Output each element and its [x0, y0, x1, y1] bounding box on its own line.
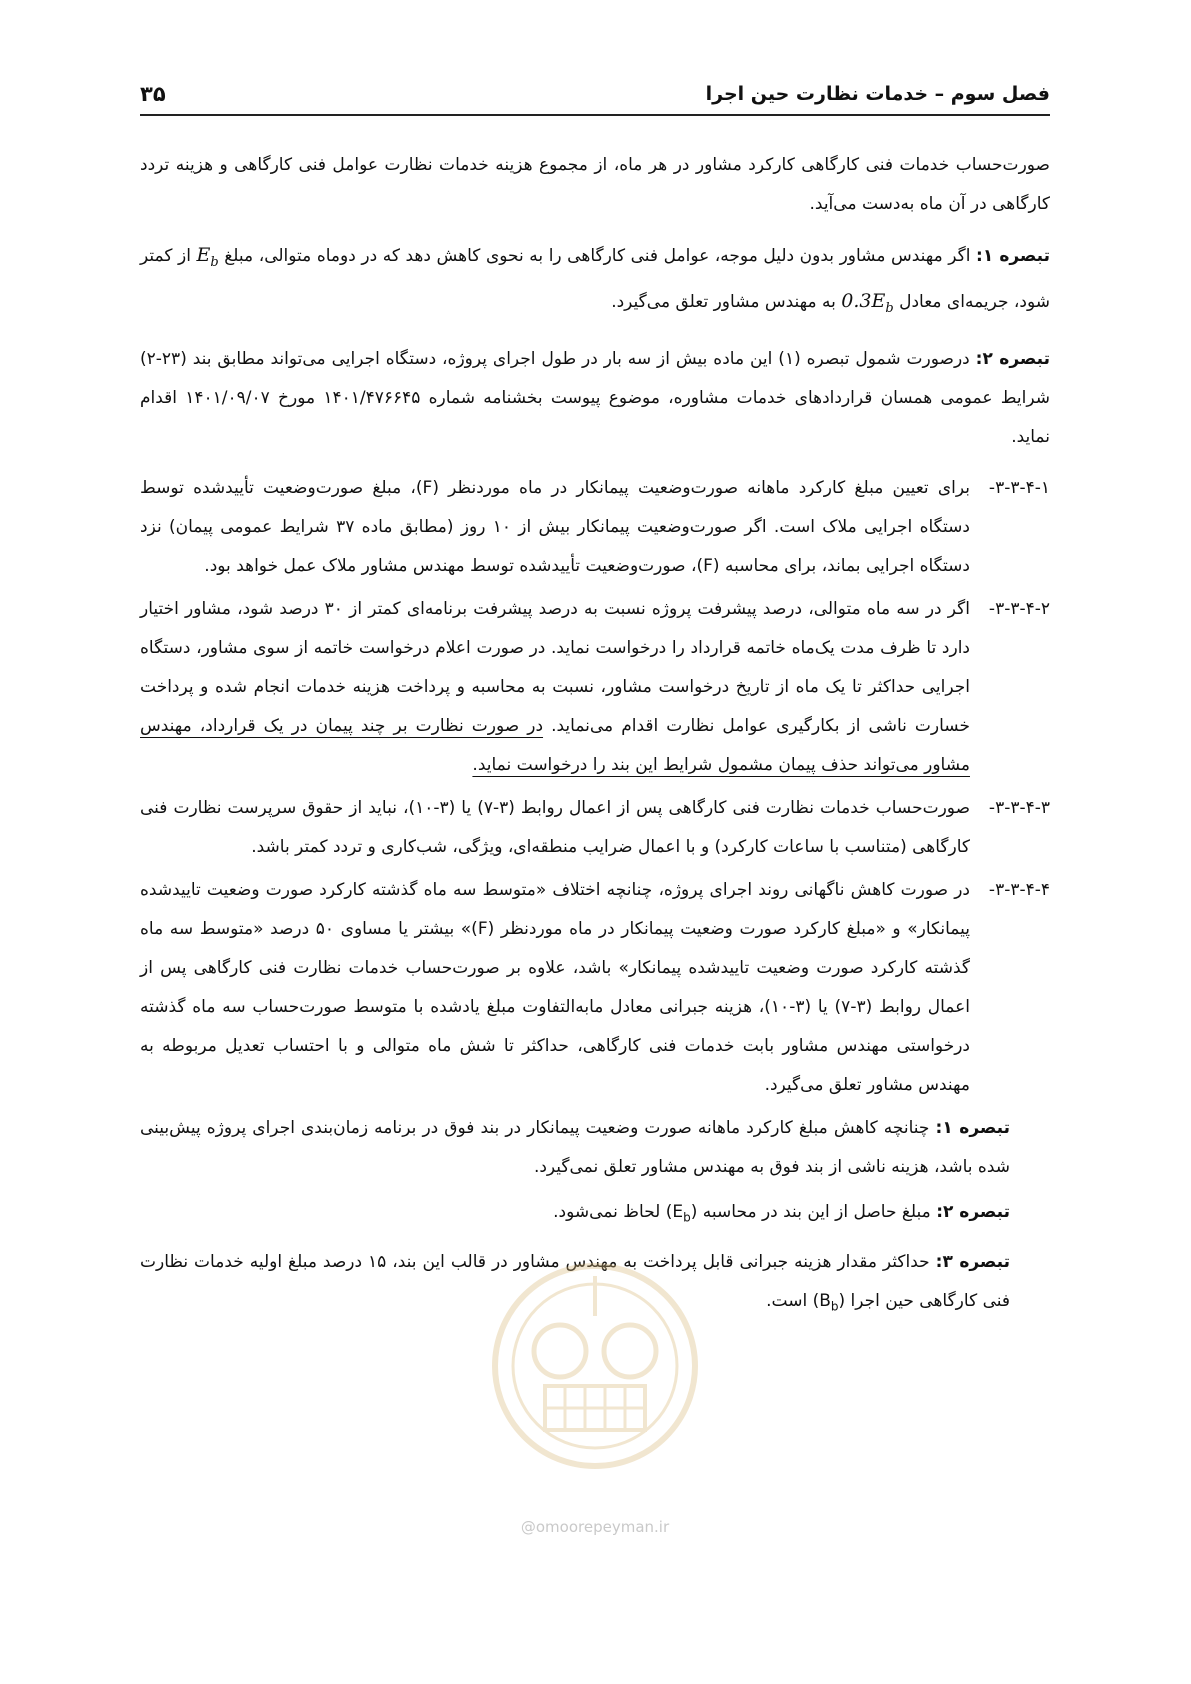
note-label: تبصره ۱:: [976, 246, 1051, 266]
clause-item: [140, 469, 1050, 586]
note-2-paragraph: [140, 340, 1050, 457]
watermark-logo: [485, 1256, 705, 1496]
note-text: حداکثر مقدار هزینه جبرانی قابل پرداخت به مهندس مشاور در قالب این بند، ۱۵ درصد مبلغ اولیه خدمات نظارت فنی کارگاهی حین اجرا (B: [140, 1251, 1010, 1311]
clause-number: ۳-۳-۴-۲-: [988, 598, 1050, 619]
subscript: b: [830, 1299, 839, 1314]
clause-text: در صورت کاهش ناگهانی روند اجرای پروژه، چنانچه اختلاف «متوسط سه ماه گذشته کارکرد صورت وضعیت تاییدشده پیمانکار» و «مبلغ کارکرد صورت وضعیت پیمانکار در ماه موردنظر (F)» بیشتر یا مساوی ۵۰ درصد «متوسط سه ماه گذشته کارکرد صورت وضعیت تاییدشده پیمانکار» باشد، علاوه بر صورت‌حساب خدمات نظارت فنی کارگاهی پس از اعمال روابط (۳-۷) یا (۳-۱۰)، هزینه جبرانی معادل مابه‌التفاوت مبلغ یادشده با متوسط صورت‌حساب سه ماه گذشته درخواستی مهندس مشاور بابت خدمات فنی کارگاهی، حداکثر تا شش ماه متوالی و با احتساب تعدیل مربوطه به مهندس مشاور تعلق می‌گیرد.: [140, 879, 970, 1095]
clause-item: [140, 871, 1050, 1105]
clause-number: ۳-۳-۴-۴-: [988, 879, 1050, 900]
clause-item: [140, 590, 1050, 785]
clause-text: برای تعیین مبلغ کارکرد ماهانه صورت‌وضعیت پیمانکار در ماه موردنظر (F)، مبلغ صورت‌وضعیت تأییدشده توسط دستگاه اجرایی ملاک است. اگر صورت‌وضعیت پیمانکار بیش از ۱۰ روز (مطابق ماده ۳۷ شرایط عمومی پیمان) نزد دستگاه اجرایی بماند، برای محاسبه (F)، صورت‌وضعیت تأییدشده توسط مهندس مشاور ملاک عمل خواهد بود.: [140, 477, 970, 576]
clause-number: ۳-۳-۴-۳-: [988, 797, 1050, 818]
note-label: تبصره ۲:: [936, 1201, 1010, 1222]
chapter-title: فصل سوم – خدمات نظارت حین اجرا: [705, 83, 1050, 105]
note-text: از کمتر شود، جریمه‌ای معادل: [140, 246, 1050, 312]
page-header: [140, 74, 1050, 116]
sub-note-2: [140, 1193, 1010, 1237]
note-text: اگر مهندس مشاور بدون دلیل موجه، عوامل فنی کارگاهی را به نحوی کاهش دهد که در دوماه متوالی، مبلغ: [218, 246, 977, 266]
note-text: ) لحاظ نمی‌شود.: [553, 1201, 673, 1222]
note-label: تبصره ۲:: [975, 348, 1050, 369]
clause-item: [140, 789, 1050, 867]
underlined-sentence: در صورت نظارت بر چند پیمان در یک قرارداد، مهندس مشاور می‌تواند حذف پیمان مشمول شرایط این بند را درخواست نماید.: [140, 715, 970, 775]
clause-text: اگر در سه ماه متوالی، درصد پیشرفت پروژه نسبت به درصد پیشرفت برنامه‌ای کمتر از ۳۰ درصد شود، مشاور اختیار دارد تا ظرف مدت یک‌ماه خاتمه قرارداد را درخواست نماید. در صورت اعلام درخواست خاتمه از سوی مشاور، دستگاه اجرایی حداکثر تا یک ماه از تاریخ درخواست مشاور، نسبت به محاسبه و پرداخت هزینه خدمات انجام شده و پرداخت خسارت ناشی از بکارگیری عوامل نظارت اقدام می‌نماید. در صورت نظارت بر چند پیمان در یک قرارداد، مهندس مشاور می‌تواند حذف پیمان مشمول شرایط این بند را درخواست نماید.: [140, 598, 970, 775]
note-label: تبصره ۱:: [935, 1117, 1010, 1138]
note-text: به مهندس مشاور تعلق می‌گیرد.: [611, 291, 842, 312]
intro-paragraph: صورت‌حساب خدمات فنی کارگاهی کارکرد مشاور در هر ماه، از مجموع هزینه خدمات نظارت عوامل فنی کارگاهی و هزینه تردد کارگاهی در آن ماه به‌دست می‌آید.: [140, 155, 1050, 214]
note-text: ) است.: [766, 1290, 820, 1311]
formula-penalty: $0.3E_b$: [841, 289, 894, 316]
note-text: چنانچه کاهش مبلغ کارکرد ماهانه صورت وضعیت پیمانکار در بند فوق در برنامه زمان‌بندی اجرای پروژه پیش‌بینی شده باشد، هزینه ناشی از بند فوق به مهندس مشاور تعلق نمی‌گیرد.: [140, 1117, 1010, 1177]
sub-note-1: [140, 1109, 1010, 1187]
note-1-paragraph: [140, 236, 1050, 328]
clause-number: ۳-۳-۴-۱-: [988, 477, 1050, 498]
note-label: تبصره ۳:: [935, 1251, 1011, 1272]
watermark-url: @omoorepeyman.ir: [520, 1518, 670, 1536]
note-text: مبلغ حاصل از این بند در محاسبه (E: [672, 1201, 937, 1222]
subscript: b: [683, 1209, 691, 1224]
page-body: [140, 146, 1050, 1332]
clause-text: صورت‌حساب خدمات نظارت فنی کارگاهی پس از اعمال روابط (۳-۷) یا (۳-۱۰)، نباید از حقوق سرپرست نظارت فنی کارگاهی (متناسب با ساعات کارکرد) و با اعمال ضرایب منطقه‌ای، ویژگی، شب‌کاری و تردد کمتر باشد.: [140, 797, 971, 857]
note-text: درصورت شمول تبصره (۱) این ماده بیش از سه بار در طول اجرای پروژه، دستگاه اجرایی می‌تواند مطابق بند (۲۳-۲) شرایط عمومی همسان قراردادهای خدمات مشاوره، موضوع پیوست بخشنامه شماره ۱۴۰۱/۴۷۶۶۴۵ مورخ ۱۴۰۱/۰۹/۰۷ اقدام نماید.: [140, 348, 1050, 447]
page-number: ۳۵: [140, 82, 166, 106]
formula-eb: $E_b$: [196, 244, 219, 270]
